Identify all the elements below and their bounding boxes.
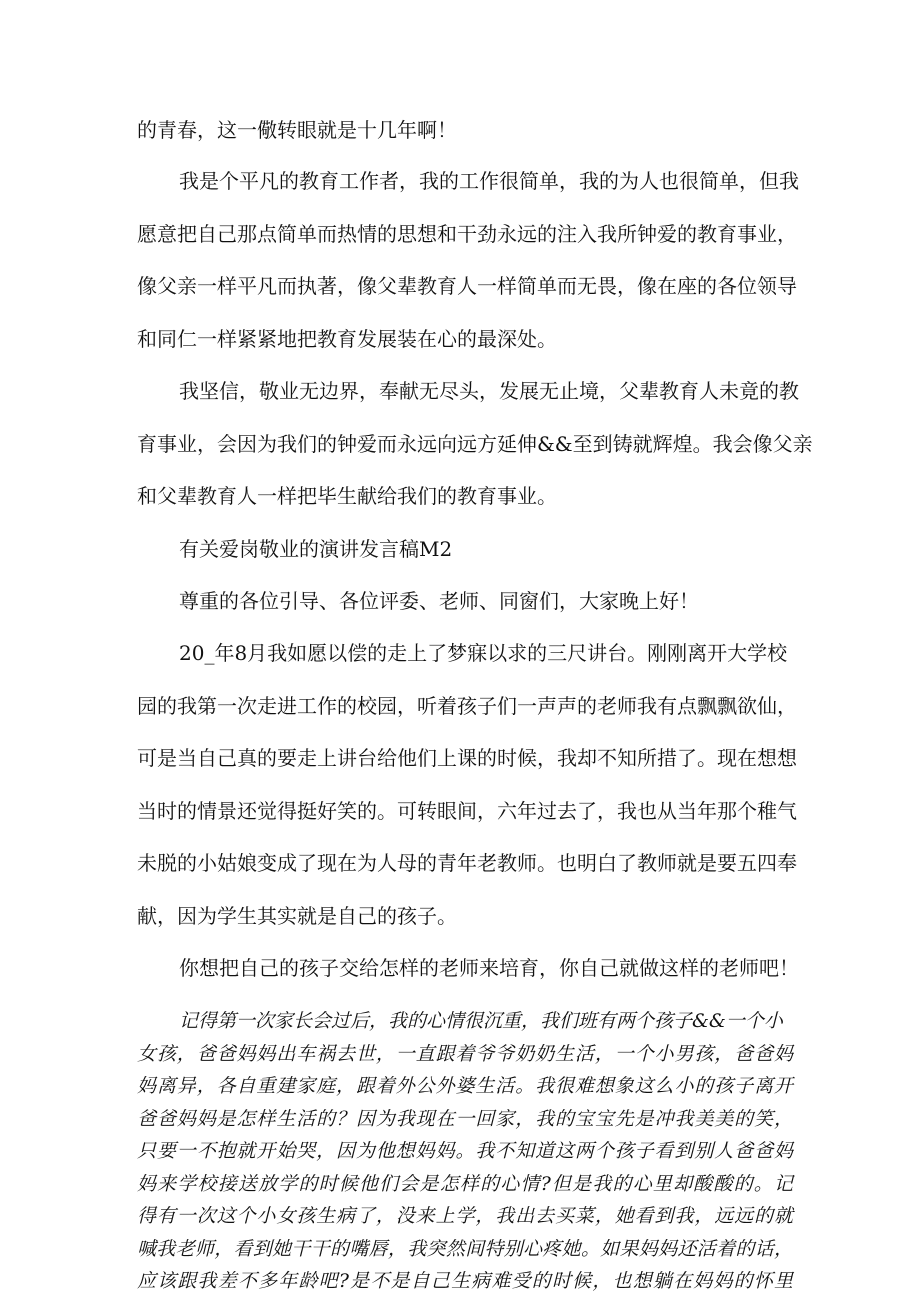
text-line: 献，因为学生其实就是自己的孩子。 [137,904,457,928]
text-line: 育事业，会因为我们的钟爱而永远向远方延伸&&至到铸就辉煌。我会像父亲 [137,432,813,456]
text-line: 可是当自己真的要走上讲台给他们上课的时候，我却不知所措了。现在想想 [137,746,797,770]
text-line: 的青春，这一儆转眼就是十几年啊！ [137,118,457,142]
text-line: 和父辈教育人一样把毕生献给我们的教育事业。 [137,484,557,508]
text-line: 像父亲一样平凡而执著，像父辈教育人一样简单而无畏，像在座的各位领导 [137,274,797,298]
paragraph-start-line: 我是个平凡的教育工作者，我的工作很简单，我的为人也很简单，但我 [179,169,799,193]
text-line: 妈离异，各自重建家庭，跟着外公外婆生活。我很难想象这么小的孩子离开 [137,1075,793,1097]
text-line: 女孩，爸爸妈妈出车祸去世，一直跟着爷爷奶奶生活，一个小男孩，爸爸妈 [137,1043,793,1065]
salutation-line: 尊重的各位引导、各位评委、老师、同窗们，大家晚上好！ [179,589,699,613]
text-line: 应该跟我差不多年龄吧?是不是自己生病难受的时候，也想躺在妈妈的怀里 [137,1270,793,1292]
text-line: 妈来学校接送放学的时候他们会是怎样的心情?但是我的心里却酸酸的。记 [137,1173,793,1195]
text-line: 愿意把自己那点简单而热情的思想和干劲永远的注入我所钟爱的教育事业， [137,222,797,246]
text-line: 和同仁一样紧紧地把教育发展装在心的最深处。 [137,327,557,351]
text-line: 未脱的小姑娘变成了现在为人母的青年老教师。也明白了教师就是要五四奉 [137,851,797,875]
paragraph-start-line: 我坚信，敬业无边界，奉献无尽头，发展无止境，父辈教育人未竟的教 [179,379,799,403]
text-line: 爸爸妈妈是怎样生活的？因为我现在一回家，我的宝宝先是冲我美美的笑， [137,1108,793,1130]
paragraph-start-line: 20_年8月我如愿以偿的走上了梦寐以求的三尺讲台。刚刚离开大学校 [179,641,788,665]
text-line: 当时的情景还觉得挺好笑的。可转眼间，六年过去了，我也从当年那个稚气 [137,799,797,823]
text-line: 得有一次这个小女孩生病了，没来上学，我出去买菜，她看到我，远远的就 [137,1205,793,1227]
section-heading: 有关爱岗敬业的演讲发言稿M2 [179,537,453,561]
paragraph-start-line: 记得第一次家长会过后，我的心情很沉重，我们班有两个孩子&&一个小 [179,1010,783,1032]
paragraph-start-line: 你想把自己的孩子交给怎样的老师来培育，你自己就做这样的老师吧！ [179,956,799,980]
text-line: 只要一不抱就开始哭，因为他想妈妈。我不知道这两个孩子看到别人爸爸妈 [137,1140,793,1162]
text-line: 喊我老师，看到她干干的嘴唇，我突然间特别心疼她。如果妈妈还活着的话， [137,1238,793,1260]
text-line: 园的我第一次走进工作的校园，听着孩子们一声声的老师我有点飘飘欲仙， [137,694,797,718]
